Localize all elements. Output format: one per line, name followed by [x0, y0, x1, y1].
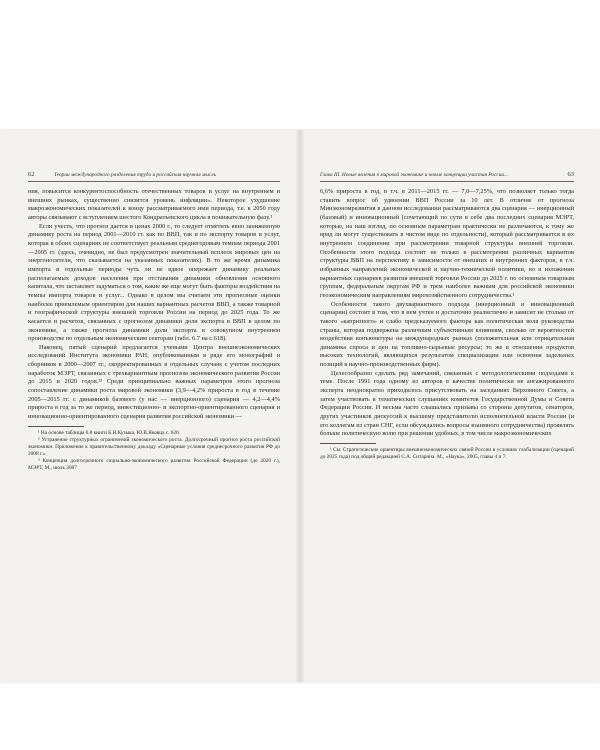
paragraph: Особенности такого двухвариантного подхода (инерционный и инновационный сценарии) состоит в том, что в нем учтен и достаточно реалистично и зависит не столько от такого «капризного» и слабо предсказуемого фактора как политическая воля руководства страны, которая подвержена различным субъективным влияниям, сколько от вероятностей воздействия конъюнктуры на международных рынках (положительная или отрицательная динамика спроса и цен на топливно-сырьевые ресурсы; то же в отношении продуктов высоких технологий, являющихся результатом специализации или освоения задельных позиций в научно-производственных фирм). [320, 300, 574, 369]
header-rule-right [320, 181, 574, 182]
footnote: ³ Концепция долгосрочного социально-экономического развития Российской Федерации (до 2020 г.), МЭРТ, М., июль 2007 [28, 458, 280, 472]
footnote-rule [320, 443, 376, 444]
running-head-title-left: Теории международного разделения труда и российская научная мысль [54, 172, 217, 178]
footnote: ¹ На основе таблицы 6.8 книги Б.Н.Кузыка, Ю.В.Яковца с. 620. [38, 429, 181, 436]
footnote: ² Устранение структурных ограничений экономического роста. Долгосрочный прогноз роста российской экономики. Приложение к правительственному докладу «Сценарные условия среднесрочного развития РФ до 2008 г.» [28, 436, 280, 457]
running-head-title-right: Глава III. Новые явления в мировой экономике и новые концепции участия России... [320, 172, 508, 178]
footnotes-right [320, 447, 574, 461]
paragraph: Если учесть, что прогноз дается в ценах 2000 г., то следует отметить явно заниженную динамику роста на период 2001—2010 гг. как по ВВП, так и по экспорту товаров и услуг, которая в обоих сценариях не соответствует реальным среднегодовым темпам периода 2001—2005 гг. (здесь, очевидно, не был предусмотрен значительный всплеск мировых цен на энергоносители, что сказывается на указанных показателях). В то же время динамика импорта в отдельные периоды чуть ли не вдвое опережает динамику реальных располагаемых доходов населения при отставании динамики обновления основного капитала, что заставляет задуматься о том, какие же еще могут быть факторы воздействия на темпы импорта товаров и услуг... Однако в целом мы считаем эти прогнозные оценки наиболее приемлемым ориентиром для наших вариантных расчетов ВВП, а также товарной и географической структуры внешней торговли России на период до 2025 года. То же касается и расчетов, связанных с прогнозом динамики доли экспорта в ВВП в целом по экономике, а также прогноза динамики доли экспорта в совокупном внутреннем производстве по отдельным экономическим секторам (табл. 6.7 на с.618). [28, 222, 280, 343]
header-rule-left [28, 181, 280, 182]
paragraph: Целесообразно сделать ряд замечаний, связанных с методологическими подходами к теме. После 1991 года одному из авторов в качестве политически не ангажированного эксперта неоднократно приходилось присутствовать на заседаниях Верховного Совета, а затем участвовать в тематических слушаниях комитетов Государственной Думы и Совета Федерации России. И весьма часто слышались призывы со стороны депутатов, сенаторов, других участников дискуссий к высшему представителю исполнительной власти России (и его коллегам из стран СНГ, если обсуждались вопросы взаимного сотрудничества) проявлять больше политическую волю при решении удобных, в том числе макроэкономических [320, 369, 574, 438]
page-number-left: 62 [28, 171, 35, 178]
right-page [300, 130, 600, 682]
page-number-right: 63 [567, 171, 574, 178]
paragraph: ния, повысится конкурентоспособность отечественных товаров и услуг на внутреннем и внешних рынках, существенно снизится уровень инфляции». Некоторое ухудшение макроэкономических показателей к концу рассматриваемого ими периода, т.е. к 2050 году авторы связывают с вступлением шестого Кондратьевского цикла в понижательную фазу.¹ [28, 188, 280, 221]
left-page-body [28, 188, 280, 472]
left-page [0, 130, 300, 682]
paragraph: 6,6% прироста в год, в т.ч. в 2011—2015 гг. — 7,0—7,25%, что позволяет только тогда ставить вопрос об удвоении ВВП России за 10 лет. В отличие от прогноза Минэкономразвития в данном исследовании рассматриваются два сценария — инерционный (базовый) и инновационный (сочетающий по сути в себе два последних сценария МЭРТ, которые, на наш взгляд, по основным параметрам практически не различаются, к тому же вряд ли могут существовать в чистом виде по отдельности), который рассматривается в их внутреннем соединении при рассмотрении товарной структуры внешней торговли. Особенности этого подхода состоит не только в рассмотрении различных вариантов структуры ВВП на перспективу в зависимости от внешних и внутренних факторов, в т.ч. избранных направлений экономической и научно-технической политики, но и изложении вариантных сценариев развития внешней торговли России до 2025 г. по основным товарным группам, федеральным округам РФ и трем наиболее важным для российской экономики геоэкономическим направлениям мирохозяйственного сотрудничества.¹ [320, 188, 574, 299]
footnotes-left [28, 430, 280, 473]
right-page-body [320, 188, 574, 461]
book-spread [0, 130, 600, 682]
footnote-rule [28, 426, 84, 427]
footnote: ¹ См. Стратегические ориентиры внешнеэкономических связей России в условиях глобализации (сценарий до 2025 года) под общей редакцией С.А. Ситарина. М., «Наука», 2005, главы 4 и 7. [320, 447, 574, 461]
paragraph: Наконец, пятый сценарий предлагается учеными Центра внешнеэкономических исследований Института экономики РАН, опубликованным в ряде его монографий и сборников в 2000—2007 гг., скорректированных в отдельных случаях с учетом последних наработок МЭРТ, связанных с трехвариантным прогнозом экономического развития России до 2015 и 2020 годов.²³ Среди принципиально важных параметров этого прогноза сопоставление динамики роста мировой экономики (3,9—4,2% прироста в год в течение 2005—2015 гг. с динамикой базового (у нас — инерционного) сценария — 4,2—4,4% прироста в год за то же период, инвестиционно- и экспортно-ориентированного сценария и инновационно-ориентированного сценария развития российской экономики — [28, 343, 280, 421]
